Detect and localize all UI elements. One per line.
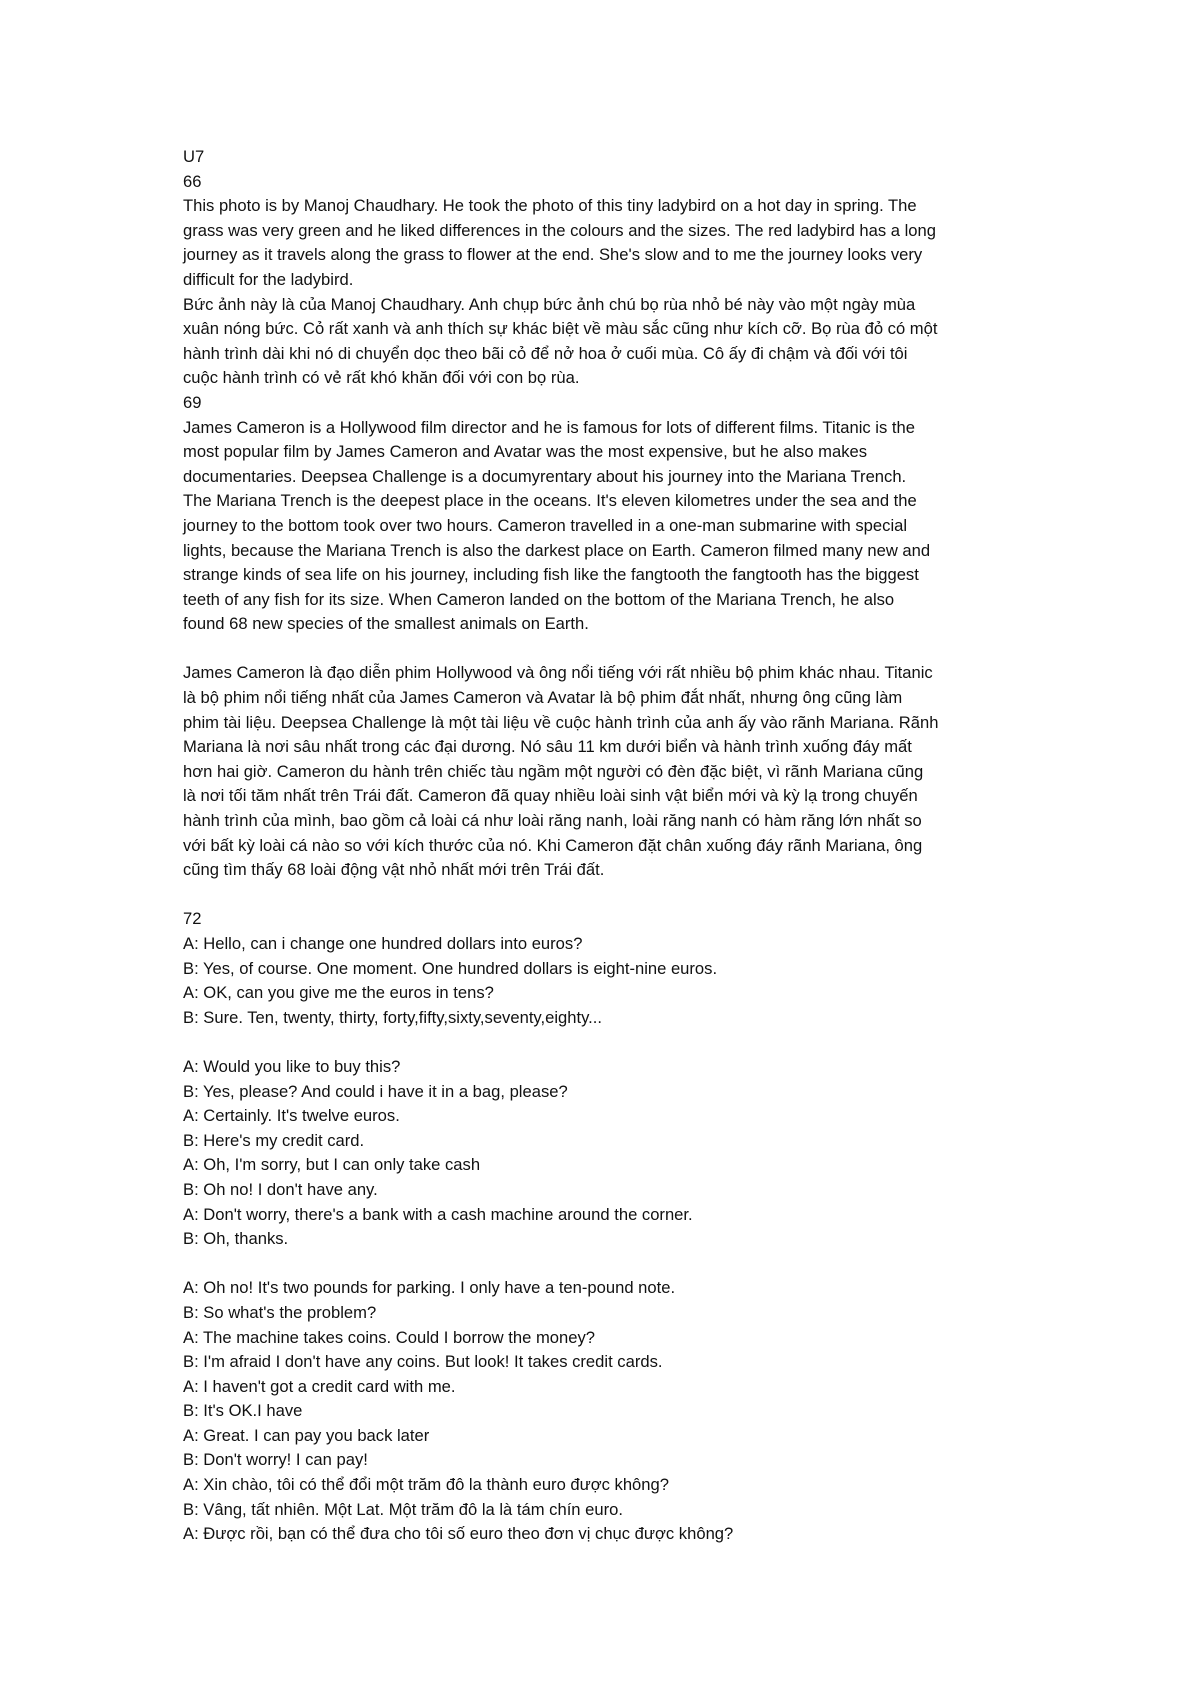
dialogue-2 — [183, 1055, 1033, 1252]
section-72-number: 72 — [183, 909, 202, 929]
dialogue-line: A: Oh no! It's two pounds for parking. I only have a ten-pound note. — [183, 1278, 676, 1298]
section-66-english-paragraph — [183, 194, 1033, 292]
section-66-vietnamese-paragraph — [183, 293, 1033, 391]
dialogue-line: B: Oh no! I don't have any. — [183, 1179, 378, 1199]
paragraph-line: grass was very green and he liked differences in the colours and the sizes. The red ladybird has a long — [183, 220, 936, 240]
dialogue-line: B: Sure. Ten, twenty, thirty, forty,fifty,sixty,seventy,eighty... — [183, 1007, 602, 1027]
paragraph-spacer — [183, 1030, 1033, 1055]
dialogue-line: B: Yes, please? And could i have it in a bag, please? — [183, 1081, 568, 1101]
paragraph-line: found 68 new species of the smallest animals on Earth. — [183, 614, 589, 634]
paragraph-spacer — [183, 1252, 1033, 1277]
dialogue-line: B: Oh, thanks. — [183, 1229, 289, 1249]
paragraph-line: James Cameron is a Hollywood film director and he is famous for lots of different films. Titanic is the — [183, 417, 915, 437]
paragraph-line: strange kinds of sea life on his journey, including fish like the fangtooth the fangtooth has the biggest — [183, 565, 919, 585]
paragraph-line: documentaries. Deepsea Challenge is a documyrentary about his journey into the Mariana Trench. — [183, 466, 907, 486]
paragraph-line: journey as it travels along the grass to flower at the end. She's slow and to me the journey looks very — [183, 245, 923, 265]
section-66-number: 66 — [183, 171, 202, 191]
paragraph-line: xuân nóng bức. Cỏ rất xanh và anh thích sự khác biệt về màu sắc cũng như kích cỡ. Bọ rùa đỏ có một — [183, 319, 938, 339]
dialogue-line: B: Here's my credit card. — [183, 1130, 365, 1150]
dialogue-line: A: Hello, can i change one hundred dollars into euros? — [183, 934, 583, 953]
dialogue-line: A: Certainly. It's twelve euros. — [183, 1106, 400, 1126]
dialogue-line: B: Don't worry! I can pay! — [183, 1450, 368, 1470]
paragraph-line: Bức ảnh này là của Manoj Chaudhary. Anh chụp bức ảnh chú bọ rùa nhỏ bé này vào một ngày mùa — [183, 294, 916, 314]
paragraph-line: Mariana là nơi sâu nhất trong các đại dương. Nó sâu 11 km dưới biển và hành trình xuống đáy mất — [183, 737, 912, 757]
paragraph-line: James Cameron là đạo diễn phim Hollywood và ông nổi tiếng với rất nhiều bộ phim khác nhau. Titanic — [183, 663, 933, 683]
dialogue-line: A: OK, can you give me the euros in tens? — [183, 983, 494, 1003]
paragraph-line: cuộc hành trình có vẻ rất khó khăn đối với con bọ rùa. — [183, 368, 580, 388]
dialogue-line: B: So what's the problem? — [183, 1302, 377, 1322]
paragraph-line: cũng tìm thấy 68 loài động vật nhỏ nhất mới trên Trái đất. — [183, 860, 605, 880]
dialogue-line: A: I haven't got a credit card with me. — [183, 1376, 456, 1396]
dialogue-line: A: Don't worry, there's a bank with a cash machine around the corner. — [183, 1204, 693, 1224]
paragraph-line: teeth of any fish for its size. When Cameron landed on the bottom of the Mariana Trench, he also — [183, 589, 895, 609]
paragraph-line: This photo is by Manoj Chaudhary. He took the photo of this tiny ladybird on a hot day in spring. The — [183, 196, 917, 216]
paragraph-line: lights, because the Mariana Trench is also the darkest place on Earth. Cameron filmed many new and — [183, 540, 931, 560]
paragraph-line: hành trình dài khi nó di chuyển dọc theo bãi cỏ để nở hoa ở cuối mùa. Cô ấy đi chậm và đối với tôi — [183, 343, 908, 363]
dialogue-line: B: It's OK.I have — [183, 1401, 303, 1421]
paragraph-spacer — [183, 637, 1033, 662]
paragraph-line: The Mariana Trench is the deepest place in the oceans. It's eleven kilometres under the sea and the — [183, 491, 917, 511]
dialogue-line: B: Yes, of course. One moment. One hundred dollars is eight-nine euros. — [183, 958, 718, 978]
paragraph-line: difficult for the ladybird. — [183, 269, 354, 289]
paragraph-line: hành trình của mình, bao gồm cả loài cá như loài răng nanh, loài răng nanh có hàm răng lớn nhất so — [183, 811, 922, 831]
dialogue-line: A: Would you like to buy this? — [183, 1056, 401, 1076]
dialogue-line: B: I'm afraid I don't have any coins. But look! It takes credit cards. — [183, 1352, 663, 1372]
dialogue-line: A: Great. I can pay you back later — [183, 1425, 430, 1445]
dialogue-line: A: The machine takes coins. Could I borrow the money? — [183, 1327, 595, 1347]
unit-heading: U7 — [183, 147, 205, 166]
paragraph-line: journey to the bottom took over two hours. Cameron travelled in a one-man submarine with special — [183, 515, 908, 535]
dialogue-1 — [183, 932, 1033, 1030]
section-69-number: 69 — [183, 392, 202, 412]
dialogue-line: A: Được rồi, bạn có thể đưa cho tôi số euro theo đơn vị chục được không? — [183, 1524, 734, 1544]
document-page — [183, 145, 1033, 1547]
paragraph-line: hơn hai giờ. Cameron du hành trên chiếc tàu ngầm một người có đèn đặc biệt, vì rãnh Mariana cũng — [183, 761, 924, 781]
paragraph-line: most popular film by James Cameron and Avatar was the most expensive, but he also makes — [183, 442, 868, 462]
section-69-english-paragraph — [183, 416, 1033, 637]
dialogue-line: B: Vâng, tất nhiên. Một Lat. Một trăm đô la là tám chín euro. — [183, 1499, 623, 1519]
section-69-vietnamese-paragraph — [183, 661, 1033, 882]
dialogue-3 — [183, 1276, 1033, 1547]
dialogue-line: A: Xin chào, tôi có thể đổi một trăm đô la thành euro được không? — [183, 1475, 669, 1495]
paragraph-line: là bộ phim nổi tiếng nhất của James Cameron và Avatar là bộ phim đắt nhất, nhưng ông cũng làm — [183, 688, 903, 708]
paragraph-line: phim tài liệu. Deepsea Challenge là một tài liệu về cuộc hành trình của anh ấy vào rãnh Mariana. Rãnh — [183, 712, 939, 732]
paragraph-line: với bất kỳ loài cá nào so với kích thước của nó. Khi Cameron đặt chân xuống đáy rãnh Mariana, ông — [183, 835, 923, 855]
dialogue-line: A: Oh, I'm sorry, but I can only take cash — [183, 1155, 481, 1175]
paragraph-line: là nơi tối tăm nhất trên Trái đất. Cameron đã quay nhiều loài sinh vật biển mới và kỳ lạ trong chuyến — [183, 786, 918, 806]
paragraph-spacer — [183, 883, 1033, 908]
